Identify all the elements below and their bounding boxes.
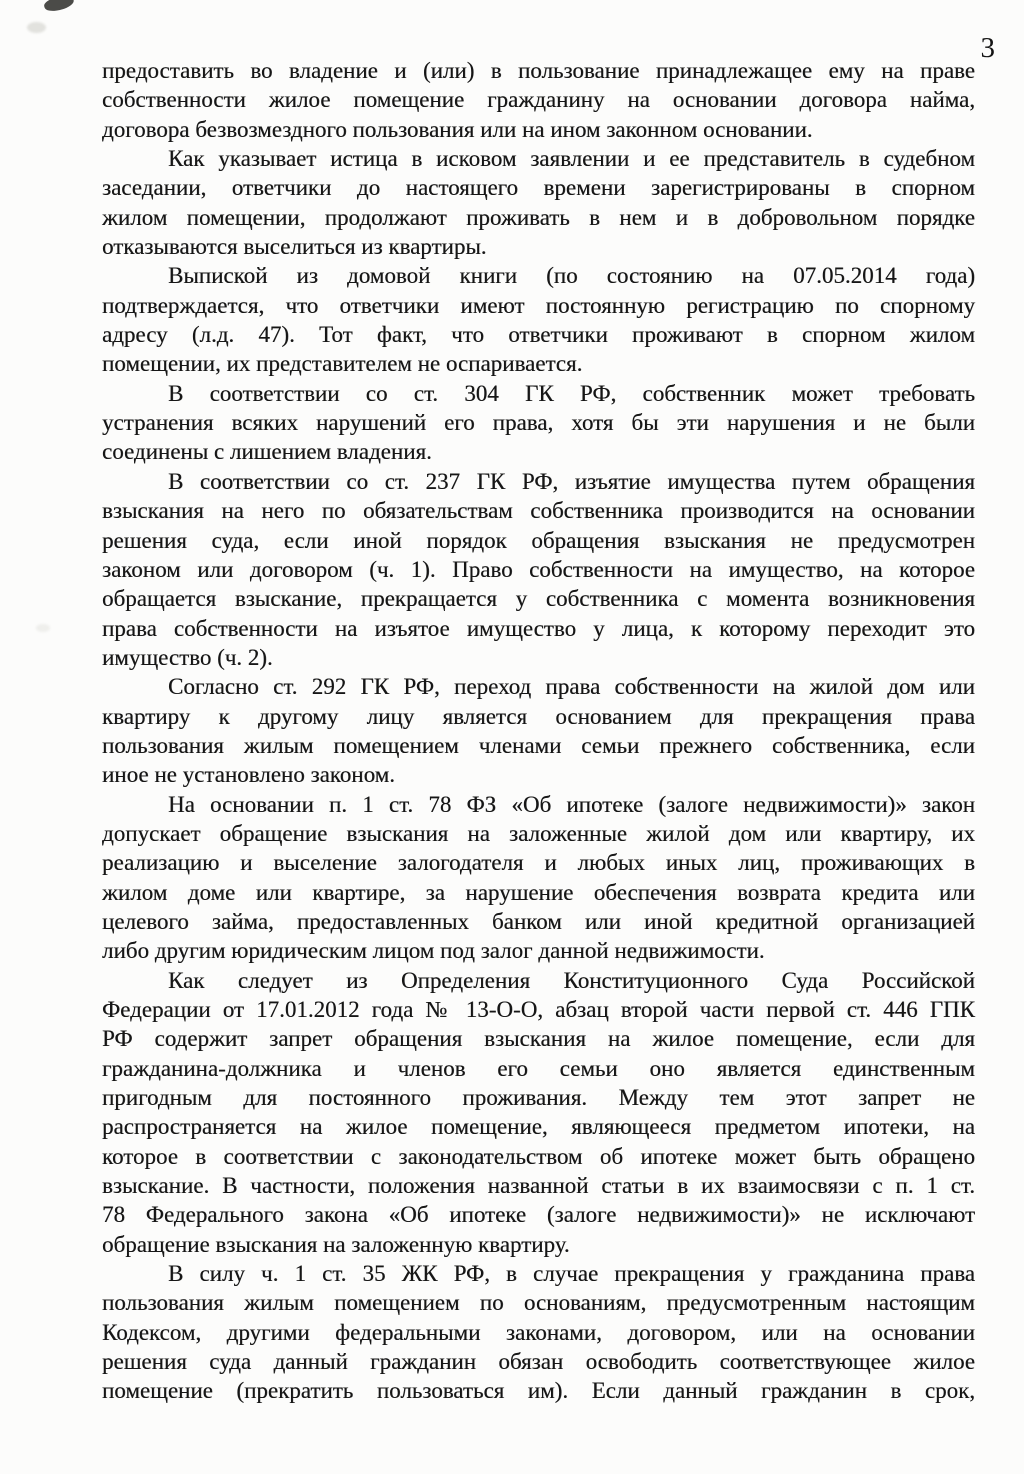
paragraph [102, 261, 975, 378]
text-line: жилом помещении, продолжают проживать в нем и в добровольном порядке [102, 204, 975, 230]
text-line: распространяется на жилое помещение, являющееся предметом ипотеки, на [102, 1114, 975, 1140]
text-line: заседании, ответчики до настоящего времени зарегистрированы в спорном [102, 175, 975, 201]
text-line: которое в соответствии с законодательством об ипотеке может быть обращено [102, 1143, 975, 1169]
paragraph [102, 672, 975, 789]
paragraph [102, 56, 975, 144]
text-line: В соответствии со ст. 237 ГК РФ, изъятие имущества путем обращения [168, 468, 975, 494]
text-line: отказываются выселиться из квартиры. [102, 234, 487, 260]
text-line: квартиру к другому лицу является основанием для прекращения права [102, 703, 975, 729]
text-line: помещении, их представителем не оспаривается. [102, 351, 583, 377]
text-line: В соответствии со ст. 304 ГК РФ, собственник может требовать [168, 380, 975, 406]
text-line: подтверждается, что ответчики имеют постоянную регистрацию по спорному [102, 292, 975, 318]
text-line: пригодным для постоянного проживания. Между тем этот запрет не [102, 1085, 975, 1111]
paragraph [102, 966, 975, 1259]
page-number: 3 [980, 32, 995, 64]
text-line: адресу (л.д. 47). Тот факт, что ответчики проживают в спорном жилом [102, 322, 975, 348]
text-line: Как указывает истица в исковом заявлении и ее представитель в судебном [168, 146, 975, 172]
text-line: жилом доме или квартире, за нарушение обеспечения возврата кредита или [102, 879, 975, 905]
text-line: обращается взыскание, прекращается у собственника с момента возникновения [102, 586, 975, 612]
paragraph [102, 144, 975, 261]
text-line: РФ содержит запрет обращения взыскания на жилое помещение, если для [102, 1026, 975, 1052]
text-line: либо другим юридическим лицом под залог данной недвижимости. [102, 938, 765, 964]
paragraph [102, 790, 975, 966]
text-line: договора безвозмездного пользования или на ином законном основании. [102, 116, 813, 142]
scan-artifact-ink-blob [43, 0, 75, 13]
text-line: Выпиской из домовой книги (по состоянию на 07.05.2014 года) [168, 263, 975, 289]
paragraph [102, 379, 975, 467]
paragraph [102, 1259, 975, 1406]
scan-artifact-smudge [36, 624, 50, 632]
text-line: предоставить во владение и (или) в пользование принадлежащее ему на праве [102, 58, 975, 83]
text-line: пользования жилым помещением по основаниям, предусмотренным настоящим [102, 1290, 975, 1316]
paragraph [102, 467, 975, 672]
text-line: помещение (прекратить пользоваться им). Если данный гражданин в срок, [102, 1378, 975, 1404]
text-line: права собственности на изъятое имущество у лица, к которому переходит это [102, 615, 975, 641]
text-line: устранения всяких нарушений его права, хотя бы эти нарушения и не были [102, 410, 975, 436]
text-line: взыскание. В частности, положения названной статьи в их взаимосвязи с п. 1 ст. [102, 1173, 975, 1199]
text-line: реализацию и выселение залогодателя и любых иных лиц, проживающих в [102, 850, 975, 876]
scan-artifact-smudge [27, 22, 46, 33]
text-line: соединены с лишением владения. [102, 439, 432, 465]
document-body [102, 56, 975, 1406]
text-line: Федерации от 17.01.2012 года № 13-О-О, абзац второй части первой ст. 446 ГПК [102, 997, 975, 1022]
text-line: взыскания на него по обязательствам собственника производится на основании [102, 498, 975, 524]
text-line: Кодексом, другими федеральными законами, договором, или на основании [102, 1319, 975, 1345]
text-line: решения суда данный гражданин обязан освободить соответствующее жилое [102, 1349, 975, 1375]
text-line: собственности жилое помещение гражданину на основании договора найма, [102, 87, 975, 113]
text-line: решения суда, если иной порядок обращения взыскания не предусмотрен [102, 527, 975, 553]
text-line: обращение взыскания на заложенную квартиру. [102, 1231, 570, 1257]
text-line: На основании п. 1 ст. 78 ФЗ «Об ипотеке (залоге недвижимости)» закон [168, 791, 975, 817]
text-line: Как следует из Определения Конституционного Суда Российской [168, 967, 975, 993]
text-line: допускает обращение взыскания на заложенные жилой дом или квартиру, их [102, 820, 975, 846]
text-line: имущество (ч. 2). [102, 644, 273, 670]
text-line: иное не установлено законом. [102, 762, 395, 788]
text-line: Согласно ст. 292 ГК РФ, переход права собственности на жилой дом или [168, 674, 975, 700]
text-line: целевого займа, предоставленных банком или иной кредитной организацией [102, 908, 975, 934]
text-line: пользования жилым помещением членами семьи прежнего собственника, если [102, 732, 975, 758]
text-line: законом или договором (ч. 1). Право собственности на имущество, на которое [102, 556, 975, 582]
text-line: В силу ч. 1 ст. 35 ЖК РФ, в случае прекращения у гражданина права [168, 1261, 975, 1287]
text-line: гражданина-должника и членов его семьи оно является единственным [102, 1055, 975, 1081]
text-line: 78 Федерального закона «Об ипотеке (залоге недвижимости)» не исключают [102, 1202, 975, 1228]
